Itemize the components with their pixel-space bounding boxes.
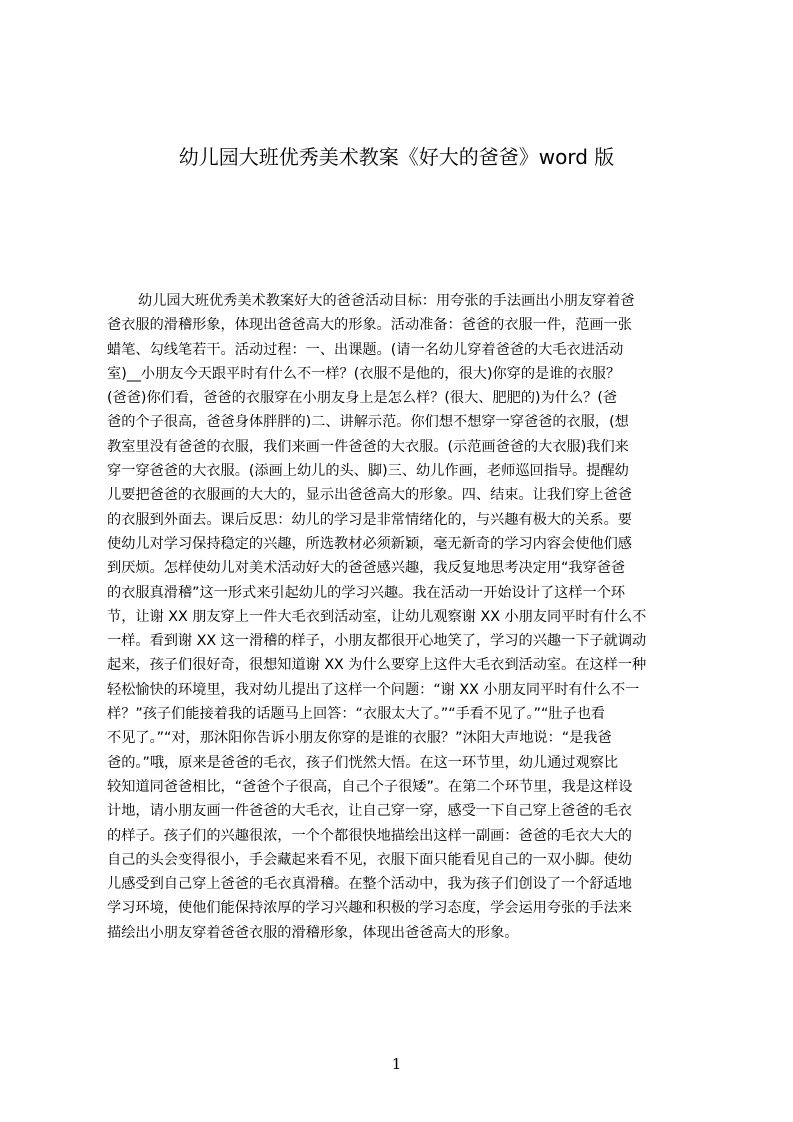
body-line: 使幼儿对学习保持稳定的兴趣，所选教材必须新颖，毫无新奇的学习内容会使他们感 — [107, 535, 632, 552]
document-title: 幼儿园大班优秀美术教案《好大的爸爸》word 版 — [178, 145, 615, 169]
body-line: 学习环境，使他们能保持浓厚的学习兴趣和积极的学习态度，学会运用夸张的手法来 — [107, 900, 632, 917]
body-line: 儿感受到自己穿上爸爸的毛衣真滑稽。在整个活动中，我为孩子们创设了一个舒适地 — [107, 876, 632, 893]
body-line: 爸的个子很高，爸爸身体胖胖的)二、讲解示范。你们想不想穿一穿爸爸的衣服，(想 — [107, 414, 629, 431]
body-line: 一样。看到谢 XX 这一滑稽的样子，小朋友都很开心地笑了，学习的兴趣一下子就调动 — [107, 633, 647, 650]
document-body — [107, 289, 699, 945]
body-line: 爸衣服的滑稽形象，体现出爸爸高大的形象。活动准备：爸爸的衣服一件，范画一张 — [107, 317, 632, 334]
body-line: 轻松愉快的环境里，我对幼儿提出了这样一个问题：“谢 XX 小朋友同平时有什么不一 — [107, 681, 640, 698]
body-line: 描绘出小朋友穿着爸爸衣服的滑稽形象，体现出爸爸高大的形象。 — [107, 924, 519, 941]
page-number: 1 — [391, 1055, 402, 1073]
body-line: 的衣服真滑稽”这一形式来引起幼儿的学习兴趣。我在活动一开始设计了这样一个环 — [107, 584, 626, 601]
body-line: 的衣服到外面去。课后反思：幼儿的学习是非常情绪化的，与兴趣有极大的关系。要 — [107, 511, 632, 528]
body-line: 蜡笔、勾线笔若干。活动过程：一、出课题。(请一名幼儿穿着爸爸的大毛衣进活动 — [107, 341, 624, 358]
body-line: 儿要把爸爸的衣服画的大大的，显示出爸爸高大的形象。四、结束。让我们穿上爸爸 — [107, 487, 632, 504]
body-line: 到厌烦。怎样使幼儿对美术活动好大的爸爸感兴趣，我反复地思考决定用“我穿爸爸 — [107, 560, 626, 577]
body-line: 教室里没有爸爸的衣服，我们来画一件爸爸的大衣服。(示范画爸爸的大衣服)我们来 — [107, 438, 629, 455]
body-line: 不见了。”“对，那沐阳你告诉小朋友你穿的是谁的衣服？”沐阳大声地说：“是我爸 — [107, 730, 612, 747]
body-line: 的样子。孩子们的兴趣很浓，一个个都很快地描绘出这样一副画：爸爸的毛衣大大的 — [107, 827, 632, 844]
body-line: 较知道同爸爸相比，“爸爸个子很高，自己个子很矮”。在第二个环节里，我是这样设 — [107, 778, 633, 795]
body-line: 样？”孩子们能接着我的话题马上回答：“衣服太大了。”“手看不见了。”“肚子也看 — [107, 706, 606, 723]
body-line: 穿一穿爸爸的大衣服。(添画上幼儿的头、脚)三、幼儿作画，老师巡回指导。提醒幼 — [107, 463, 629, 480]
body-line: 计地，请小朋友画一件爸爸的大毛衣，让自己穿一穿，感受一下自己穿上爸爸的毛衣 — [107, 803, 632, 820]
body-line: 自己的头会变得很小，手会藏起来看不见，衣服下面只能看见自己的一双小脚。使幼 — [107, 851, 632, 868]
body-line: 节，让谢 XX 朋友穿上一件大毛衣到活动室，让幼儿观察谢 XX 小朋友同平时有什么不 — [107, 608, 647, 625]
body-line: 爸的。”哦，原来是爸爸的毛衣，孩子们恍然大悟。在这一环节里，幼儿通过观察比 — [107, 754, 619, 771]
body-line: (爸爸)你们看，爸爸的衣服穿在小朋友身上是怎么样？(很大、肥肥的)为什么？(爸 — [107, 390, 618, 407]
body-line: 起来，孩子们很好奇，很想知道谢 XX 为什么要穿上这件大毛衣到活动室。在这样一种 — [107, 657, 647, 674]
body-line: 室)__小朋友今天跟平时有什么不一样？(衣服不是他的，很大)你穿的是谁的衣服？ — [107, 365, 621, 382]
body-line: 幼儿园大班优秀美术教案好大的爸爸活动目标：用夸张的手法画出小朋友穿着爸 — [138, 293, 635, 309]
